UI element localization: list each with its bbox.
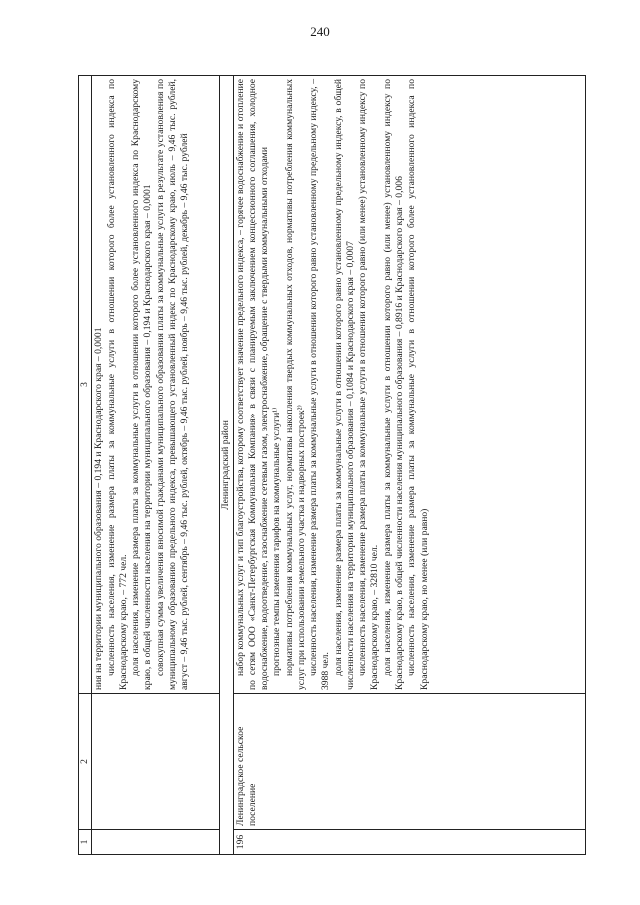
continuation-name-cell bbox=[92, 694, 220, 830]
detail-paragraph: доля населения, изменение размера платы за коммунальные услуги в отношении которого равно (или менее) установленному индексу по Краснодарскому краю, в общей численности населения муниципального образования – 0,8916 и Краснодарского края – 0,006 bbox=[381, 79, 405, 690]
region-heading: Ленинградский район bbox=[220, 76, 233, 855]
continuation-paragraph: доля населения, изменение размера платы за коммунальные услуги в отношении которого более установленного индекса по Краснодарскому краю, в общей численности населения на территории муниципального образования – 0,194 и Краснодарского края – 0,0001 bbox=[130, 79, 154, 690]
row-number: 196 bbox=[233, 830, 585, 855]
continuation-text-cell bbox=[92, 76, 220, 694]
row-details bbox=[233, 76, 585, 694]
header-row bbox=[79, 76, 92, 855]
header-col-3: 3 bbox=[79, 76, 92, 694]
detail-paragraph: нормативы потребления коммунальных услуг, нормативы накопления твердых коммунальных отходов, нормативы потребления коммунальных услуг при использовании земельного участка и надворных построек²⁾ bbox=[283, 79, 307, 690]
continuation-row bbox=[92, 76, 220, 855]
continuation-paragraph: ния на территории муниципального образования – 0,194 и Краснодарского края – 0,0001 bbox=[93, 327, 105, 690]
region-row bbox=[220, 76, 233, 855]
continuation-num-cell bbox=[92, 830, 220, 855]
detail-paragraph: численность населения, изменение размера платы за коммунальные услуги в отношении которого более установленного индекса по Краснодарскому краю, но менее (или равно) bbox=[406, 79, 430, 690]
detail-paragraph: численность населения, изменение размера платы за коммунальные услуги в отношении которого равно установленному предельному индексу, – 3988 чел. bbox=[308, 79, 332, 690]
detail-paragraph: численность населения, изменение размера платы за коммунальные услуги в отношении которого равно (или менее) установленному индексу по Краснодарскому краю, – 32810 чел. bbox=[357, 79, 381, 690]
municipality-name: Ленинградское сельское поселение bbox=[233, 694, 585, 830]
header-col-2: 2 bbox=[79, 694, 92, 830]
continuation-paragraph: совокупная сумма увеличения вносимой гражданами муниципального образования платы за коммунальные услуги в результате установления по муниципальному образованию предельного индекса, превышающего установленный индекс по Краснодарскому краю, июль – 9,46 тыс. рублей, август – 9,46 тыс. рублей, сентябрь – 9,46 тыс. рублей, октябрь – 9,46 тыс. рублей, ноябрь – 9,46 тыс. рублей, декабрь – 9,46 тыс. рублей bbox=[154, 79, 191, 690]
header-col-1: 1 bbox=[79, 830, 92, 855]
detail-paragraph: доля населения, изменение размера платы за коммунальные услуги в отношении которого равно установленному предельному индексу, в общей численности населения на территории муниципального образования – 0,1084 и Краснодарского края – 0,0007 bbox=[332, 79, 356, 690]
table-row bbox=[233, 76, 585, 855]
page-number: 240 bbox=[310, 24, 330, 39]
detail-paragraph: набор коммунальных услуг и тип благоустройства, которому соответствует значение предельного индекса, – горячее водоснабжение и отопление по сетям ООО «Санкт-Петербургская Коммунальная Компания» в связи с планируемым заключением концессионного соглашения, холодное водоснабжение, водоотведение, газоснабжение сетевым газом, электроснабжение, обращение с твердыми коммунальными отходами bbox=[234, 79, 271, 690]
detail-paragraph: прогнозные темпы изменения тарифов на коммунальные услуги¹⁾ bbox=[271, 407, 283, 676]
continuation-paragraph: численность населения, изменение размера платы за коммунальные услуги в отношении которого более установленного индекса по Краснодарскому краю, – 772 чел. bbox=[105, 79, 129, 690]
indices-table bbox=[78, 75, 586, 855]
rotated-sheet bbox=[78, 75, 586, 855]
